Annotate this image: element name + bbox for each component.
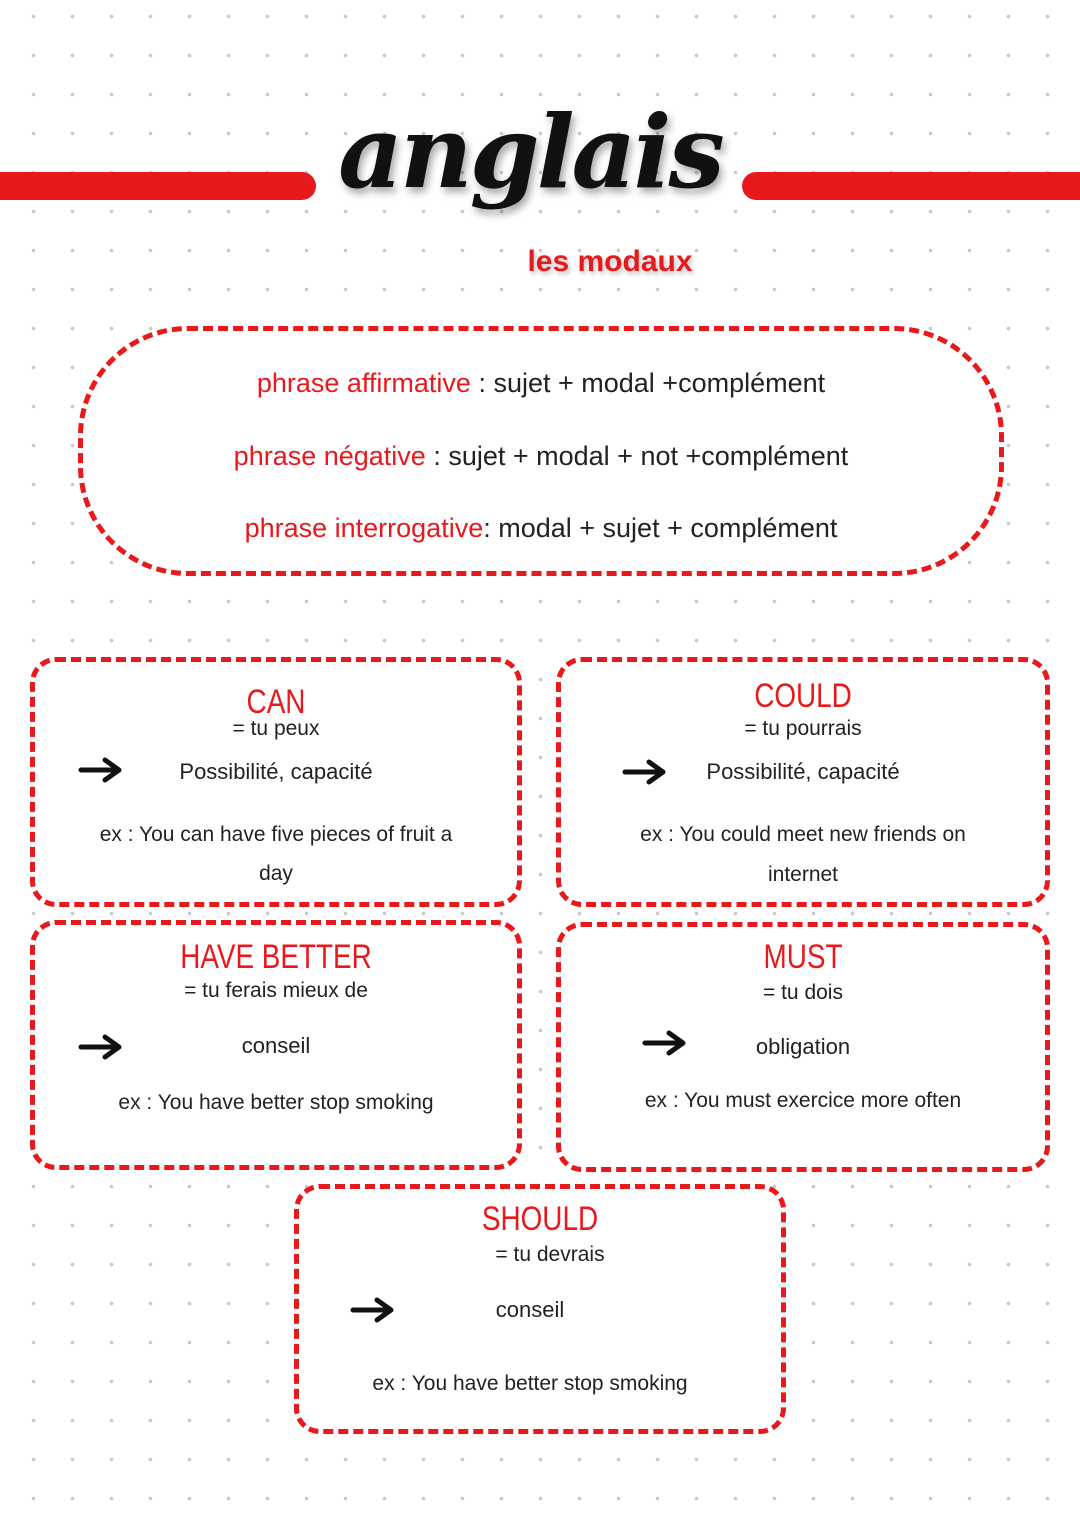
rule-label: phrase affirmative (256, 368, 471, 398)
rule-separator: : (470, 368, 494, 398)
modal-usage: Possibilité, capacité (706, 759, 900, 784)
modal-meaning: = tu devrais (495, 1243, 605, 1266)
modal-card-must (556, 922, 1050, 1172)
rule-interrogative (83, 510, 999, 546)
modal-usage: obligation (755, 1034, 851, 1059)
modal-example-line1: ex : You must exercice more often (644, 1089, 962, 1112)
modal-card-could (556, 657, 1050, 907)
rule-formula: modal + sujet + complément (498, 513, 838, 543)
rule-affirmative (83, 365, 999, 401)
modal-name: MUST (763, 938, 843, 976)
rule-formula: sujet + modal +complément (493, 368, 826, 398)
rule-label: phrase négative (233, 441, 426, 471)
page-subtitle: les modaux (527, 245, 693, 278)
modal-usage: conseil (241, 1033, 311, 1058)
rule-separator: : (483, 513, 499, 543)
modal-example-line2: day (259, 862, 293, 885)
rule-formula: sujet + modal + not +complément (448, 441, 849, 471)
modal-usage: Possibilité, capacité (179, 759, 373, 784)
modal-name: SHOULD (481, 1200, 599, 1238)
modal-example-line1: ex : You have better stop smoking (118, 1091, 434, 1114)
header-bar-right (742, 172, 1080, 200)
modal-card-have-better (30, 920, 522, 1170)
modal-meaning: = tu peux (232, 717, 320, 740)
modal-usage: conseil (495, 1297, 565, 1322)
modal-card-should (294, 1184, 786, 1434)
modal-name: COULD (754, 677, 852, 715)
header-bar-left (0, 172, 316, 200)
rule-label: phrase interrogative (244, 513, 484, 543)
rule-negative (83, 438, 999, 474)
modal-name: CAN (246, 683, 306, 721)
modal-card-can (30, 657, 522, 907)
modal-example-line1: ex : You have better stop smoking (372, 1372, 688, 1395)
modal-example-line2: internet (767, 863, 839, 886)
modal-name: HAVE BETTER (180, 938, 372, 976)
modal-meaning: = tu dois (763, 981, 843, 1004)
modal-example-line1: ex : You could meet new friends on (640, 823, 966, 846)
sentence-rules-box (78, 326, 1004, 576)
rule-separator: : (425, 441, 449, 471)
modal-example-line1: ex : You can have five pieces of fruit a (99, 823, 453, 846)
modal-meaning: = tu pourrais (744, 717, 862, 740)
page-title: anglais (338, 93, 722, 211)
modal-meaning: = tu ferais mieux de (184, 979, 368, 1002)
